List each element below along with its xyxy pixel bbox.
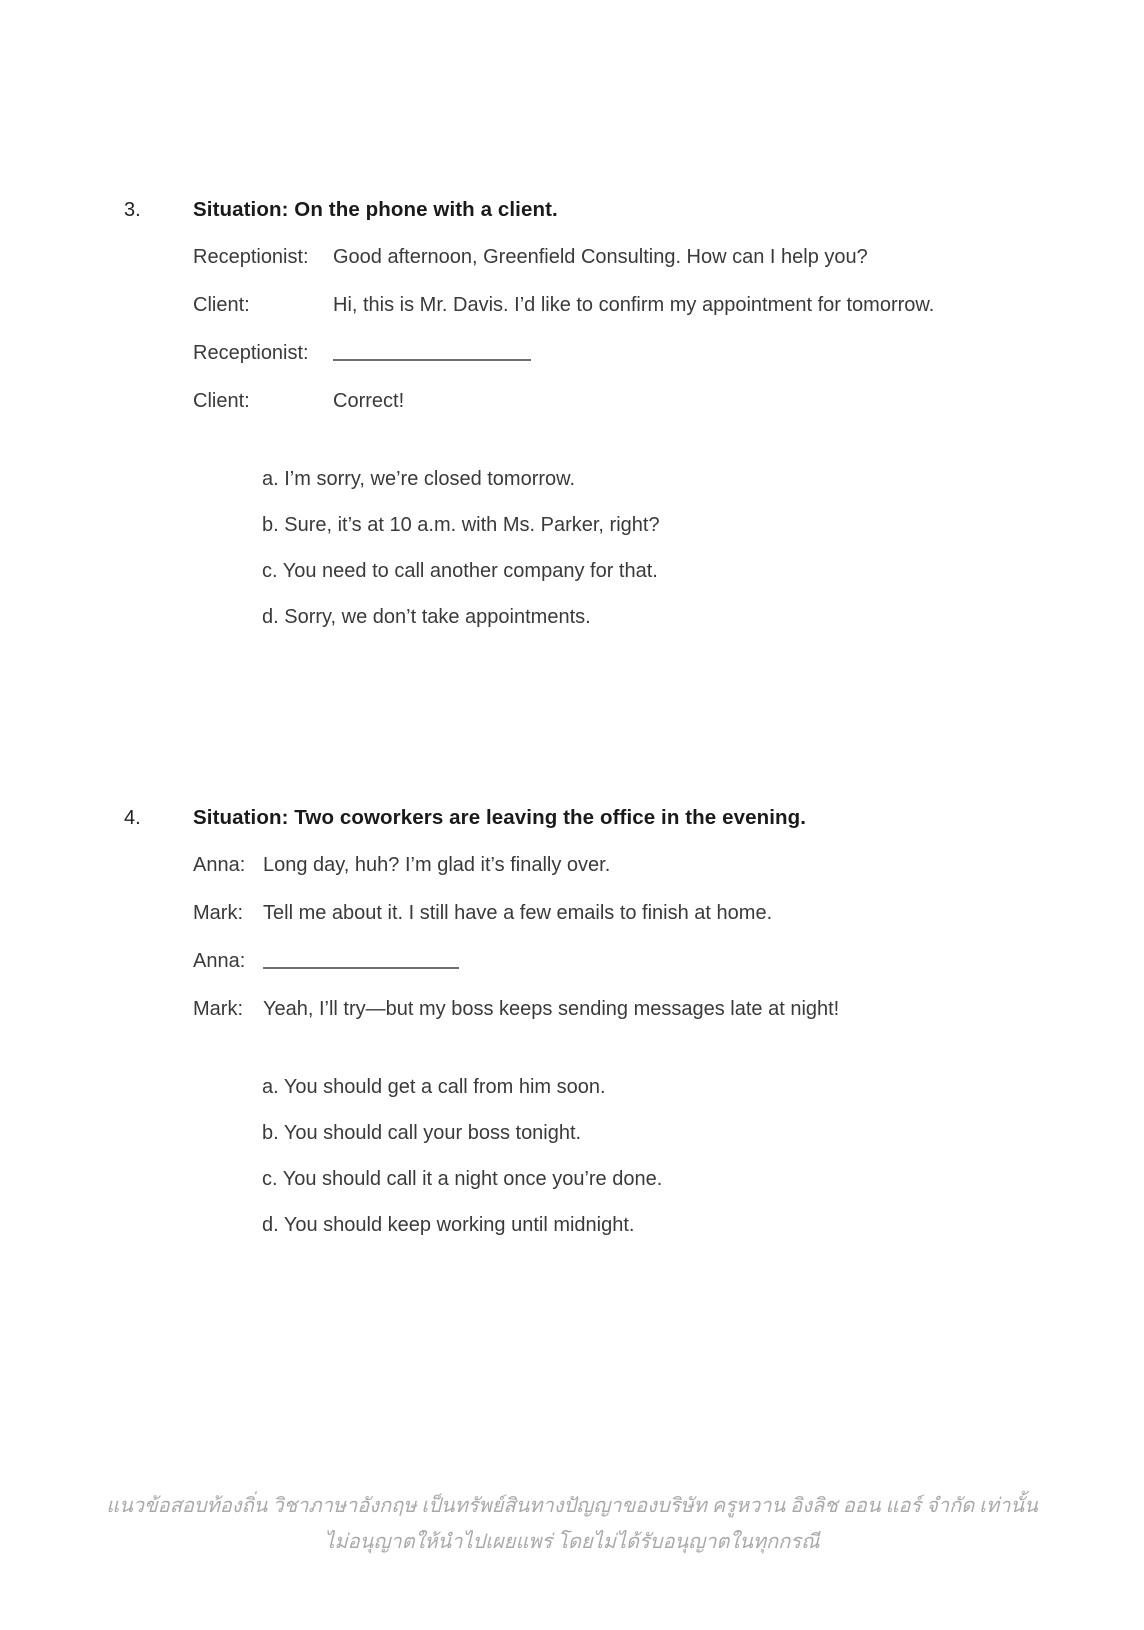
dialogue-line-blank bbox=[193, 947, 1024, 975]
dialogue-list bbox=[193, 851, 1024, 1023]
answer-option-a[interactable]: a. I’m sorry, we’re closed tomorrow. bbox=[262, 468, 576, 490]
dialogue-line bbox=[193, 291, 1024, 319]
speaker-utterance: Yeah, I’ll try—but my boss keeps sending messages late at night! bbox=[263, 998, 840, 1020]
speaker-label: Anna: bbox=[193, 950, 246, 972]
question-number: 4. bbox=[124, 807, 141, 829]
question-block-3 bbox=[124, 196, 1024, 631]
question-situation-title: Situation: On the phone with a client. bbox=[193, 198, 558, 221]
answer-option-a[interactable]: a. You should get a call from him soon. bbox=[262, 1076, 606, 1098]
speaker-utterance: Hi, this is Mr. Davis. I’d like to confirm my appointment for tomorrow. bbox=[333, 294, 935, 316]
answer-option-c[interactable]: c. You should call it a night once you’re done. bbox=[262, 1168, 663, 1190]
speaker-label: Anna: bbox=[193, 854, 246, 876]
answer-options bbox=[262, 465, 1024, 631]
dialogue-line-blank bbox=[193, 339, 1024, 367]
speaker-utterance: Correct! bbox=[333, 390, 405, 412]
speaker-label: Mark: bbox=[193, 902, 243, 924]
page-footer bbox=[0, 1488, 1144, 1560]
question-situation-title: Situation: Two coworkers are leaving the office in the evening. bbox=[193, 806, 807, 829]
question-header bbox=[124, 196, 1024, 230]
dialogue-line bbox=[193, 387, 1024, 415]
question-block-4 bbox=[124, 804, 1024, 1239]
answer-option-c[interactable]: c. You need to call another company for that. bbox=[262, 560, 658, 582]
footer-copyright-line-1: แนวข้อสอบท้องถิ่น วิชาภาษาอังกฤษ เป็นทรัพย์สินทางปัญญาของบริษัท ครูหวาน อิงลิช ออน แอร์ จำกัด เท่านั้น bbox=[106, 1495, 1038, 1517]
dialogue-line bbox=[193, 851, 1024, 879]
answer-options bbox=[262, 1073, 1024, 1239]
dialogue-list bbox=[193, 243, 1024, 415]
speaker-utterance: Tell me about it. I still have a few emails to finish at home. bbox=[263, 902, 773, 924]
answer-option-b[interactable]: b. Sure, it’s at 10 a.m. with Ms. Parker, right? bbox=[262, 514, 660, 536]
dialogue-line bbox=[193, 899, 1024, 927]
answer-option-d[interactable]: d. You should keep working until midnight. bbox=[262, 1214, 635, 1236]
answer-blank-rule[interactable] bbox=[263, 947, 459, 969]
answer-blank-rule[interactable] bbox=[333, 339, 531, 361]
footer-copyright-line-2: ไม่อนุญาตให้นำไปเผยแพร่ โดยไม่ได้รับอนุญาตในทุกกรณี bbox=[324, 1531, 820, 1553]
speaker-label: Client: bbox=[193, 294, 250, 316]
question-header bbox=[124, 804, 1024, 838]
speaker-label: Mark: bbox=[193, 998, 243, 1020]
answer-option-d[interactable]: d. Sorry, we don’t take appointments. bbox=[262, 606, 591, 628]
speaker-label: Receptionist: bbox=[193, 342, 309, 364]
question-number: 3. bbox=[124, 199, 141, 221]
dialogue-line bbox=[193, 995, 1024, 1023]
speaker-label: Client: bbox=[193, 390, 250, 412]
speaker-utterance: Good afternoon, Greenfield Consulting. How can I help you? bbox=[333, 246, 868, 268]
dialogue-line bbox=[193, 243, 1024, 271]
speaker-utterance: Long day, huh? I’m glad it’s finally over. bbox=[263, 854, 611, 876]
answer-option-b[interactable]: b. You should call your boss tonight. bbox=[262, 1122, 582, 1144]
speaker-label: Receptionist: bbox=[193, 246, 309, 268]
